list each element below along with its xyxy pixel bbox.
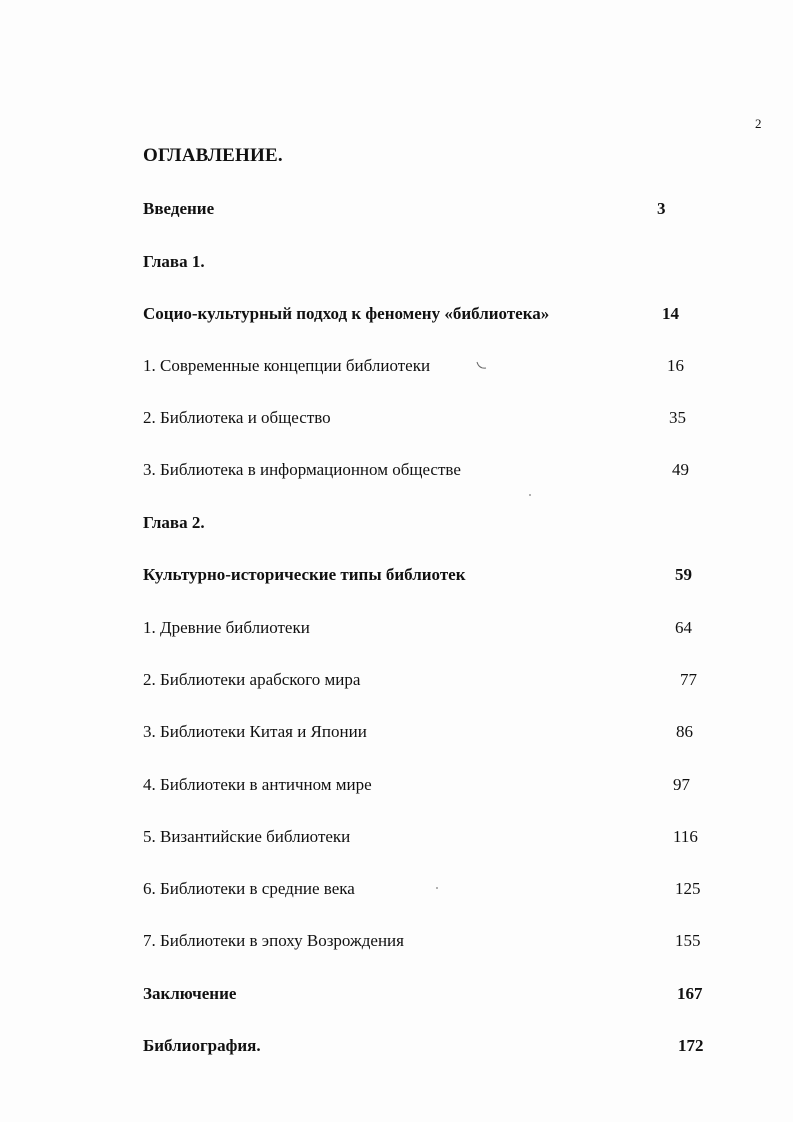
toc-entry-label: 1. Древние библиотеки	[143, 618, 310, 637]
toc-entry-page: 49	[672, 460, 689, 479]
toc-entry-2-5	[143, 825, 743, 849]
toc-entry-page: 35	[669, 408, 686, 427]
toc-entry-page: 172	[678, 1036, 704, 1055]
toc-entry-1-3	[143, 458, 743, 482]
toc-entry-label: Глава 2.	[143, 513, 205, 532]
toc-entry-2-2	[143, 668, 743, 692]
toc-entry-page: 97	[673, 775, 690, 794]
toc-entry-label: 5. Византийские библиотеки	[143, 827, 351, 846]
toc-entry-label: 2. Библиотека и общество	[143, 408, 331, 427]
toc-entry-bibliography	[143, 1034, 743, 1058]
toc-entry-chapter-1-title	[143, 302, 743, 326]
toc-entry-page: 14	[662, 304, 679, 323]
toc-entry-label: 3. Библиотеки Китая и Японии	[143, 722, 367, 741]
toc-entry-chapter-1	[143, 250, 743, 274]
toc-entry-page: 167	[677, 984, 703, 1003]
toc-entry-2-4	[143, 773, 743, 797]
toc-title: ОГЛАВЛЕНИЕ.	[143, 145, 283, 166]
toc-entry-label: 3. Библиотека в информационном обществе	[143, 460, 461, 479]
toc-entry-page: 59	[675, 565, 692, 584]
toc-entry-label: 6. Библиотеки в средние века	[143, 879, 355, 898]
toc-entry-page: 64	[675, 618, 692, 637]
toc-entry-label: Введение	[143, 199, 215, 218]
toc-entry-2-1	[143, 616, 743, 640]
toc-entry-label: 4. Библиотеки в античном мире	[143, 775, 372, 794]
toc-entry-1-1	[143, 354, 743, 378]
toc-entry-chapter-2	[143, 511, 743, 535]
scan-mark	[475, 360, 489, 372]
toc-entry-introduction	[143, 197, 743, 221]
toc-entry-label: 2. Библиотеки арабского мира	[143, 670, 361, 689]
toc-entry-conclusion	[143, 982, 743, 1006]
toc-entry-chapter-2-title	[143, 563, 743, 587]
toc-entry-2-3	[143, 720, 743, 744]
toc-entry-page: 125	[675, 879, 701, 898]
toc-entry-page: 86	[676, 722, 693, 741]
toc-entry-page: 77	[680, 670, 697, 689]
scan-speck	[529, 494, 531, 496]
toc-entry-label: 1. Современные концепции библиотеки	[143, 356, 431, 375]
toc-entry-label: Глава 1.	[143, 252, 205, 271]
toc-entry-label: Социо-культурный подход к феномену «библиотека»	[143, 304, 550, 323]
toc-entry-label: Культурно-исторические типы библиотек	[143, 565, 466, 584]
toc-entry-label: Заключение	[143, 984, 237, 1003]
toc-entry-page: 155	[675, 931, 701, 950]
toc-entry-page: 116	[673, 827, 698, 846]
scan-speck	[436, 887, 438, 889]
toc-entry-1-2	[143, 406, 743, 430]
toc-entry-2-6	[143, 877, 743, 901]
page-number: 2	[755, 116, 762, 131]
toc-entry-page: 16	[667, 356, 684, 375]
toc-entry-page: 3	[657, 199, 666, 218]
toc-entry-label: 7. Библиотеки в эпоху Возрождения	[143, 931, 404, 950]
toc-entry-2-7	[143, 929, 743, 953]
toc-entry-label: Библиография.	[143, 1036, 261, 1055]
